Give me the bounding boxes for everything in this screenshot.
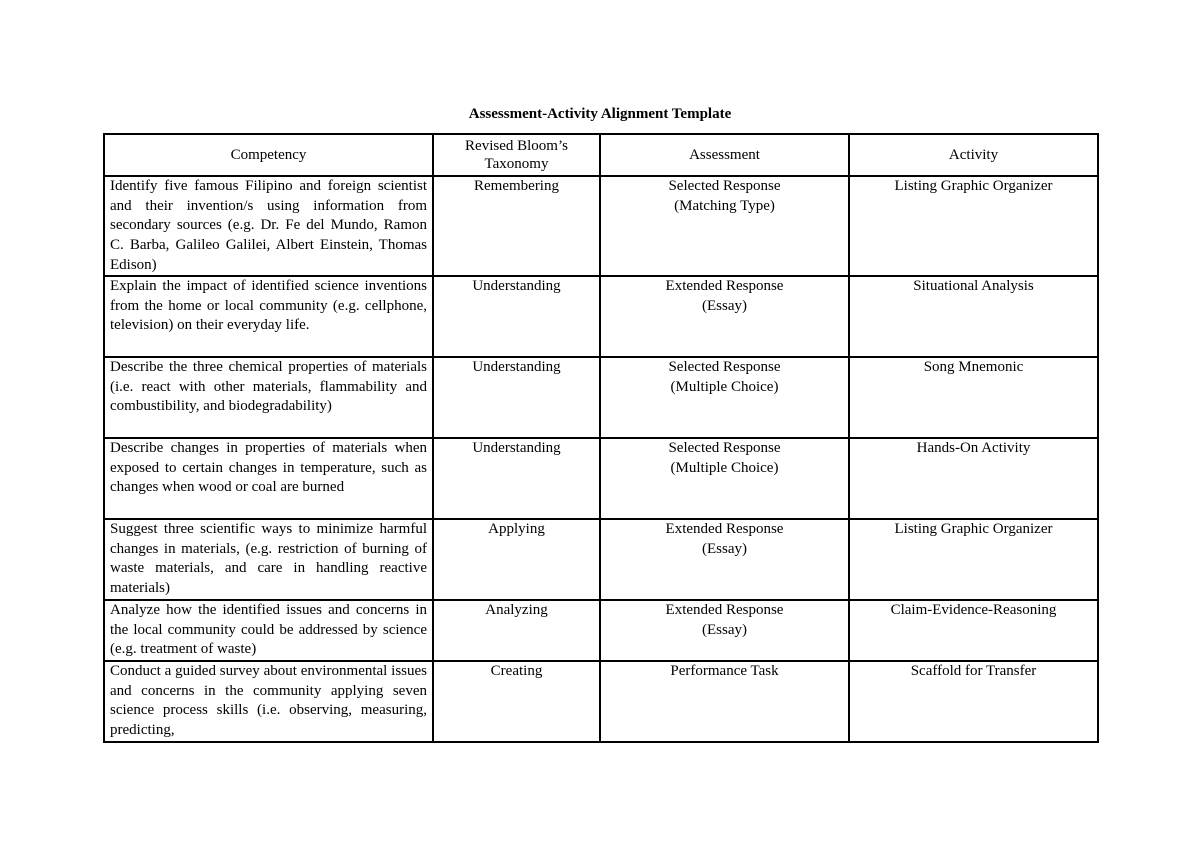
- taxonomy-cell: Understanding: [433, 276, 600, 357]
- assessment-cell: Selected Response (Multiple Choice): [600, 357, 849, 438]
- competency-cell: Conduct a guided survey about environmental issues and concerns in the community applying seven science process skills (i.e. observing, measuring, predicting,: [104, 661, 433, 742]
- header-activity: Activity: [849, 134, 1098, 176]
- taxonomy-cell: Creating: [433, 661, 600, 742]
- activity-cell: Hands-On Activity: [849, 438, 1098, 519]
- taxonomy-cell: Understanding: [433, 357, 600, 438]
- activity-cell: Scaffold for Transfer: [849, 661, 1098, 742]
- alignment-table: [103, 133, 1099, 743]
- assessment-cell: Extended Response (Essay): [600, 600, 849, 661]
- taxonomy-cell: Applying: [433, 519, 600, 600]
- table-row: [104, 276, 1098, 357]
- table-row: [104, 357, 1098, 438]
- activity-cell: Listing Graphic Organizer: [849, 176, 1098, 276]
- competency-cell: Analyze how the identified issues and concerns in the local community could be addressed by science (e.g. treatment of waste): [104, 600, 433, 661]
- activity-cell: Song Mnemonic: [849, 357, 1098, 438]
- activity-cell: Listing Graphic Organizer: [849, 519, 1098, 600]
- assessment-cell: Selected Response (Multiple Choice): [600, 438, 849, 519]
- competency-cell: Suggest three scientific ways to minimize harmful changes in materials, (e.g. restriction of burning of waste materials, and care in handling reactive materials): [104, 519, 433, 600]
- taxonomy-cell: Analyzing: [433, 600, 600, 661]
- activity-cell: Situational Analysis: [849, 276, 1098, 357]
- taxonomy-cell: Understanding: [433, 438, 600, 519]
- table-row: [104, 661, 1098, 742]
- table-row: [104, 176, 1098, 276]
- table-header-row: [104, 134, 1098, 176]
- taxonomy-cell: Remembering: [433, 176, 600, 276]
- table-row: [104, 600, 1098, 661]
- assessment-cell: Extended Response (Essay): [600, 519, 849, 600]
- assessment-cell: Performance Task: [600, 661, 849, 742]
- header-taxonomy: Revised Bloom’s Taxonomy: [433, 134, 600, 176]
- activity-cell: Claim-Evidence-Reasoning: [849, 600, 1098, 661]
- header-competency: Competency: [104, 134, 433, 176]
- table-row: [104, 519, 1098, 600]
- assessment-cell: Extended Response (Essay): [600, 276, 849, 357]
- document-title: Assessment-Activity Alignment Template: [468, 106, 732, 122]
- competency-cell: Describe changes in properties of materials when exposed to certain changes in temperature, such as changes when wood or coal are burned: [104, 438, 433, 519]
- assessment-cell: Selected Response (Matching Type): [600, 176, 849, 276]
- competency-cell: Identify five famous Filipino and foreign scientist and their invention/s using information from secondary sources (e.g. Dr. Fe del Mundo, Ramon C. Barba, Galileo Galilei, Albert Einstein, Thomas Edison): [104, 176, 433, 276]
- competency-cell: Describe the three chemical properties of materials (i.e. react with other materials, flammability and combustibility, and biodegradability): [104, 357, 433, 438]
- header-assessment: Assessment: [600, 134, 849, 176]
- competency-cell: Explain the impact of identified science inventions from the home or local community (e.g. cellphone, television) on their everyday life.: [104, 276, 433, 357]
- table-row: [104, 438, 1098, 519]
